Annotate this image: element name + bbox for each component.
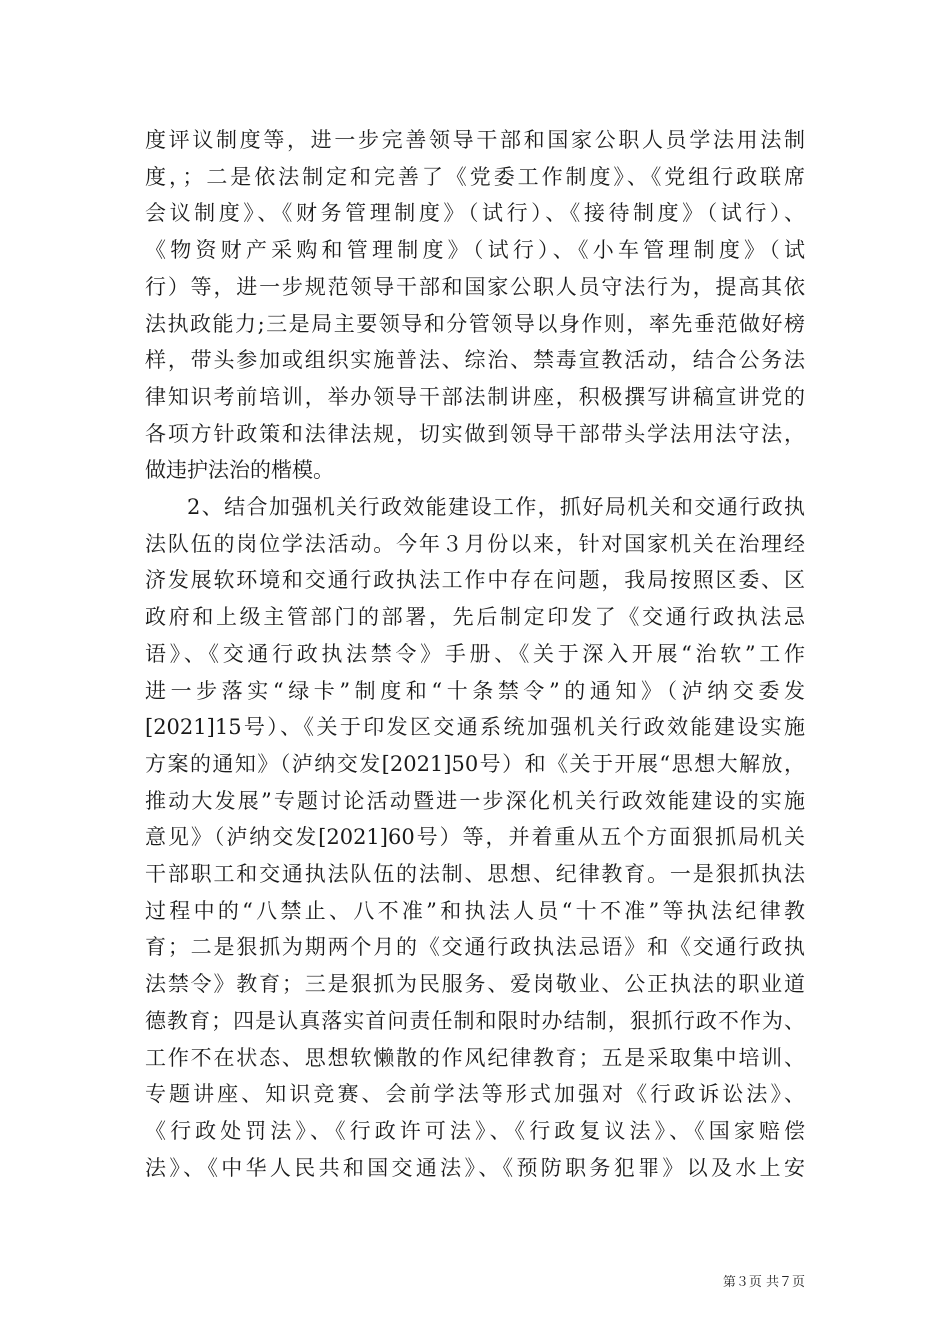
text-line: 专题讲座、知识竞赛、会前学法等形式加强对《行政诉讼法》、	[145, 1082, 805, 1107]
text-line: 育；二是狠抓为期两个月的《交通行政执法忌语》和《交通行政执	[145, 935, 805, 960]
text-line: 工作不在状态、思想软懒散的作风纪律教育；五是采取集中培训、	[145, 1045, 805, 1070]
text-line: 方案的通知》（泸纳交发[2021]50号）和《关于开展“思想大解放，	[145, 751, 805, 776]
text-line: 《物资财产采购和管理制度》（试行）、《小车管理制度》（试	[145, 238, 805, 263]
text-line: 干部职工和交通执法队伍的法制、思想、纪律教育。一是狠抓执法	[145, 862, 805, 886]
text-line: 法》、《中华人民共和国交通法》、《预防职务犯罪》以及水上安	[145, 1155, 805, 1180]
text-line: 济发展软环境和交通行政执法工作中存在问题，我局按照区委、区	[145, 568, 805, 593]
text-line: 《行政处罚法》、《行政许可法》、《行政复议法》、《国家赔偿	[145, 1118, 805, 1143]
text-line: 法执政能力;三是局主要领导和分管领导以身作则，率先垂范做好榜	[145, 311, 805, 336]
text-line: 进一步落实“绿卡”制度和“十条禁令”的通知》（泸纳交委发	[145, 678, 805, 703]
text-line: 推动大发展”专题讨论活动暨进一步深化机关行政效能建设的实施	[145, 788, 805, 813]
text-line: 样，带头参加或组织实施普法、综治、禁毒宣教活动，结合公务法	[145, 348, 805, 373]
text-line: 政府和上级主管部门的部署，先后制定印发了《交通行政执法忌	[145, 605, 805, 630]
text-line: 2、结合加强机关行政效能建设工作，抓好局机关和交通行政执	[187, 495, 805, 519]
text-line: 会议制度》、《财务管理制度》（试行）、《接待制度》（试行）、	[145, 201, 805, 226]
text-line: 法队伍的岗位学法活动。今年３月份以来，针对国家机关在治理经	[145, 531, 805, 556]
page-footer: 第３页 共７页	[722, 1275, 805, 1290]
text-line: 做违护法治的楷模。	[145, 458, 334, 483]
text-line: 意见》（泸纳交发[2021]60号）等，并着重从五个方面狠抓局机关	[145, 825, 805, 850]
text-line: 过程中的“八禁止、八不准”和执法人员“十不准”等执法纪律教	[145, 898, 805, 923]
text-line: [2021]15号）、《关于印发区交通系统加强机关行政效能建设实施	[145, 715, 805, 740]
text-line: 德教育；四是认真落实首问责任制和限时办结制，狠抓行政不作为、	[145, 1008, 805, 1033]
text-line: 各项方针政策和法律法规，切实做到领导干部带头学法用法守法，	[145, 421, 805, 446]
text-line: 行）等，进一步规范领导干部和国家公职人员守法行为，提高其依	[145, 274, 805, 299]
text-line: 法禁令》教育；三是狠抓为民服务、爱岗敬业、公正执法的职业道	[145, 972, 805, 997]
text-line: 律知识考前培训，举办领导干部法制讲座，积极撰写讲稿宣讲党的	[145, 384, 805, 409]
text-line: 语》、《交通行政执法禁令》手册、《关于深入开展“治软”工作	[145, 641, 805, 666]
text-line: 度评议制度等，进一步完善领导干部和国家公职人员学法用法制	[145, 128, 805, 152]
text-line: 度，；二是依法制定和完善了《党委工作制度》、《党组行政联席	[145, 164, 805, 189]
